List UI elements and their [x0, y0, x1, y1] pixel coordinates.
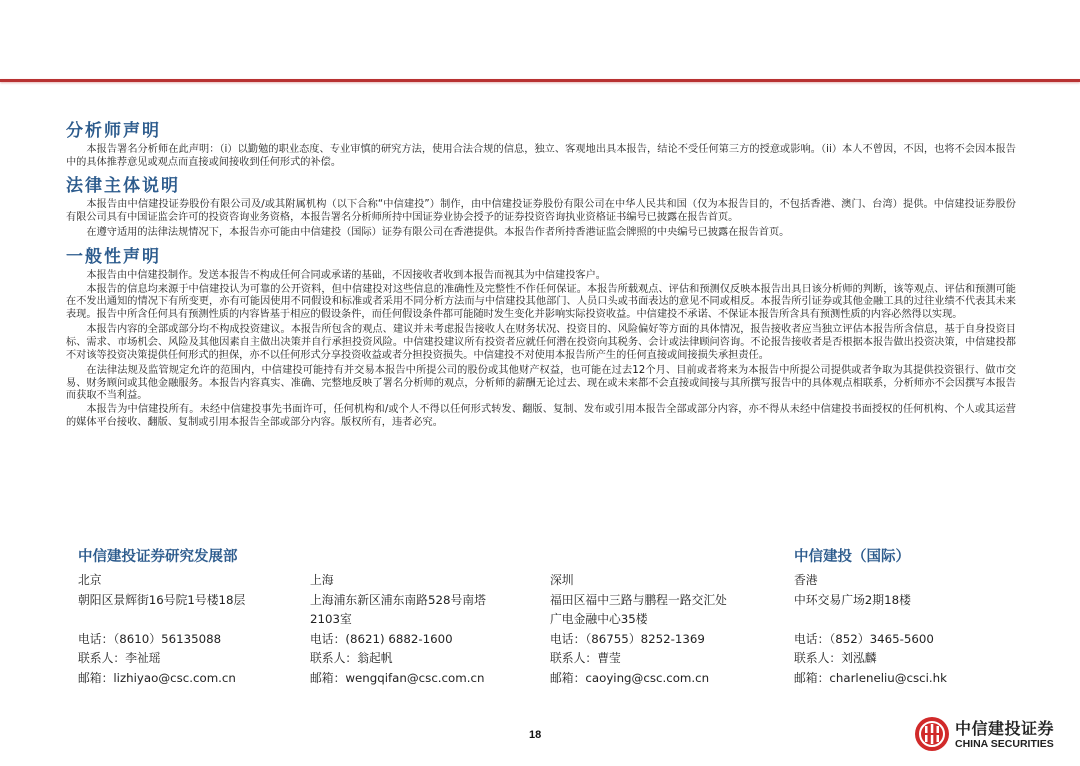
office-hongkong [794, 571, 1034, 688]
paragraph: 在遵守适用的法律法规情况下，本报告亦可能由中信建投（国际）证券有限公司在香港提供。本报告作者所持香港证监会牌照的中央编号已披露在报告首页。 [86, 227, 790, 239]
paragraph: 本报告署名分析师在此声明：（i）以勤勉的职业态度、专业审慎的研究方法，使用合法合规的信息，独立、客观地出具本报告，结论不受任何第三方的授意或影响。（ii）本人不曾因，不因，也将不会因本报告中的具体推荐意见或观点而直接或间接收到任何形式的补偿。 [66, 144, 1016, 168]
office-phone: 电话：（852）3465-5600 [794, 631, 934, 646]
office-email[interactable]: 邮箱：wengqifan@csc.com.cn [310, 670, 485, 685]
office-contact: 联系人：李祉瑶 [78, 651, 161, 665]
office-address-2: 广电金融中心35楼 [550, 612, 648, 626]
office-shanghai [310, 571, 550, 688]
section-title: 法律主体说明 [66, 176, 180, 197]
office-email[interactable]: 邮箱：caoying@csc.com.cn [550, 670, 710, 685]
logo-text-en: CHINA SECURITIES [955, 738, 1054, 750]
office-address: 朝阳区景辉街16号院1号楼18层 [78, 592, 246, 607]
paragraph: 本报告由中信建投证券股份有限公司及/或其附属机构（以下合称“中信建投”）制作，由中信建投证券股份有限公司在中华人民共和国（仅为本报告目的，不包括香港、澳门、台湾）提供。中信建投证券股份有限公司具有中国证监会许可的投资咨询业务资格，本报告署名分析师所持中国证券业协会授予的证券投资咨询执业资格证书编号已披露在报告首页。 [66, 199, 1016, 223]
office-city: 上海 [310, 573, 334, 587]
logo-text-cn: 中信建投证券 [955, 719, 1055, 738]
analyst-statement-section [66, 120, 1016, 169]
section-title: 一般性声明 [66, 246, 161, 267]
paragraph: 本报告由中信建投制作。发送本报告不构成任何合同或承诺的基础，不因接收者收到本报告而视其为中信建投客户。 [86, 269, 606, 281]
office-city: 北京 [78, 573, 102, 587]
office-contact: 联系人：翁起帆 [310, 651, 393, 665]
office-address: 福田区福中三路与鹏程一路交汇处 [550, 592, 727, 607]
citic-logo-icon [915, 717, 949, 751]
intl-title: 中信建投（国际） [794, 548, 910, 565]
disclaimer-content [66, 120, 1016, 435]
office-email[interactable]: 邮箱：charleneliu@csci.hk [794, 670, 947, 685]
paragraph: 本报告内容的全部或部分均不构成投资建议。本报告所包含的观点、建议并未考虑报告接收人在财务状况、投资目的、风险偏好等方面的具体情况，报告接收者应当独立评估本报告所含信息，基于自身投资目标、需求、市场机会、风险及其他因素自主做出决策并自行承担投资风险。中信建投建议所有投资者应就任何潜在投资向其税务、会计或法律顾问咨询。不论报告接收者是否根据本报告做出投资决策，中信建投都不对该等投资决策提供任何形式的担保，亦不以任何形式分享投资收益或者分担投资损失。中信建投不对使用本报告所产生的任何直接或间接损失承担责任。 [66, 324, 1016, 361]
legal-entity-section [66, 175, 1016, 240]
office-address-2: 2103室 [310, 612, 352, 626]
office-phone: 电话：（8610）56135088 [78, 631, 222, 646]
paragraph: 本报告为中信建投所有。未经中信建投事先书面许可，任何机构和/或个人不得以任何形式转发、翻版、复制、发布或引用本报告全部或部分内容，亦不得从未经中信建投书面授权的任何机构、个人或其运营的媒体平台接收、翻版、复制或引用本报告全部或部分内容。版权所有，违者必究。 [66, 403, 1016, 428]
office-address: 中环交易广场2期18楼 [794, 592, 911, 607]
company-logo [915, 715, 1065, 755]
office-city: 香港 [794, 573, 818, 587]
office-address-2 [78, 610, 318, 630]
office-shenzhen [550, 571, 790, 688]
office-contact: 联系人：曹莹 [550, 651, 621, 665]
office-address-2 [794, 610, 1034, 630]
office-email[interactable]: 邮箱：lizhiyao@csc.com.cn [78, 670, 236, 685]
page-number: 18 [529, 729, 542, 741]
office-address: 上海浦东新区浦东南路528号南塔 [310, 592, 486, 607]
research-dept-title: 中信建投证券研究发展部 [78, 548, 238, 565]
office-beijing [78, 571, 318, 688]
paragraph: 本报告的信息均来源于中信建投认为可靠的公开资料，但中信建投对这些信息的准确性及完整性不作任何保证。本报告所载观点、评估和预测仅反映本报告出具日该分析师的判断，该等观点、评估和预测可能在不发出通知的情况下有所变更，亦有可能因使用不同假设和标准或者采用不同分析方法而与中信建投其他部门、人员口头或书面表达的意见不同或相反。本报告所引证券或其他金融工具的过往业绩不代表其未来表现。报告中所含任何具有预测性质的内容皆基于相应的假设条件，而任何假设条件都可能随时发生变化并影响实际投资收益。中信建投不承诺、不保证本报告所含具有预测性质的内容必然得以实现。 [66, 283, 1016, 320]
office-city: 深圳 [550, 573, 574, 587]
office-phone: 电话：（86755）8252-1369 [550, 631, 705, 646]
paragraph: 在法律法规及监管规定允许的范围内，中信建投可能持有并交易本报告中所提公司的股份或其他财产权益，也可能在过去12个月、目前或者将来为本报告中所提公司提供或者争取为其提供投资银行、做市交易、财务顾问或其他金融服务。本报告内容真实、准确、完整地反映了署名分析师的观点，分析师的薪酬无论过去、现在或未来都不会直接或间接与其所撰写报告中的具体观点相联系，分析师亦不会因撰写本报告而获取不当利益。 [66, 365, 1016, 402]
header-red-rule [0, 79, 1080, 82]
office-phone: 电话：(8621) 6882-1600 [310, 631, 453, 646]
section-title: 分析师声明 [66, 121, 161, 141]
office-contact: 联系人：刘泓麟 [794, 651, 877, 665]
general-statement-section [66, 246, 1016, 429]
